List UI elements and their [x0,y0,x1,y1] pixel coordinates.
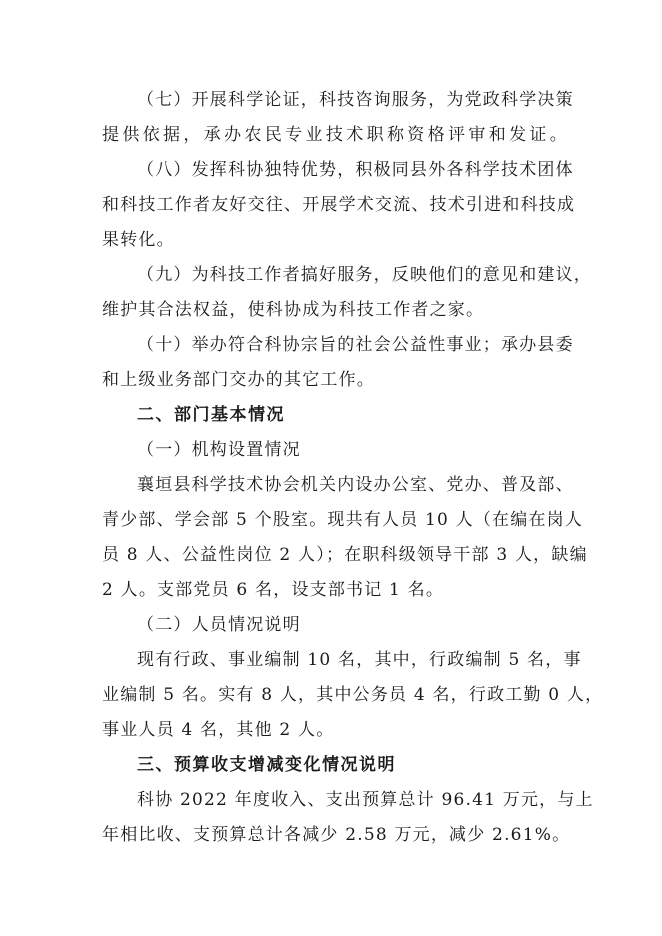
paragraph-8-line-2: 和科技工作者友好交往、开展学术交流、技术引进和科技成 [102,195,576,215]
subsection-1-line-4: 2 人。支部党员 6 名，设支部书记 1 名。 [102,580,445,600]
paragraph-9-line-1: （九）为科技工作者搞好服务，反映他们的意见和建议， [137,265,592,285]
subsection-1-line-2: 青少部、学会部 5 个股室。现共有人员 10 人（在编在岗人 [102,510,584,530]
paragraph-9-line-2: 维护其合法权益，使科协成为科技工作者之家。 [102,300,485,320]
paragraph-8-line-3: 果转化。 [102,230,175,250]
subsection-1-heading: （一）机构设置情况 [137,440,301,460]
subsection-2-line-1: 现有行政、事业编制 10 名，其中，行政编制 5 名，事 [137,650,582,670]
subsection-2-heading: （二）人员情况说明 [137,615,301,635]
paragraph-7-line-1: （七）开展科学论证，科技咨询服务，为党政科学决策 [137,90,574,110]
paragraph-10-line-2: 和上级业务部门交办的其它工作。 [102,370,375,390]
subsection-2-line-2: 业编制 5 名。实有 8 人，其中公务员 4 名，行政工勤 0 人， [102,685,604,705]
subsection-2-line-3: 事业人员 4 名，其他 2 人。 [102,720,335,740]
section-3-line-2: 年相比收、支预算总计各减少 2.58 万元，减少 2.61%。 [102,825,571,845]
paragraph-8-line-1: （八）发挥科协独特优势，积极同县外各科学技术团体 [137,160,574,180]
section-2-heading: 二、部门基本情况 [137,405,285,425]
paragraph-7-line-2: 提供依据，承办农民专业技术职称资格评审和发证。 [102,125,568,145]
section-3-heading: 三、预算收支增减变化情况说明 [137,755,396,775]
subsection-1-line-1: 襄垣县科学技术协会机关内设办公室、党办、普及部、 [137,475,574,495]
subsection-1-line-3: 员 8 人、公益性岗位 2 人）；在职科级领导干部 3 人，缺编 [102,545,588,565]
paragraph-10-line-1: （十）举办符合科协宗旨的社会公益性事业；承办县委 [137,335,574,355]
section-3-line-1: 科协 2022 年度收入、支出预算总计 96.41 万元，与上 [137,790,594,810]
